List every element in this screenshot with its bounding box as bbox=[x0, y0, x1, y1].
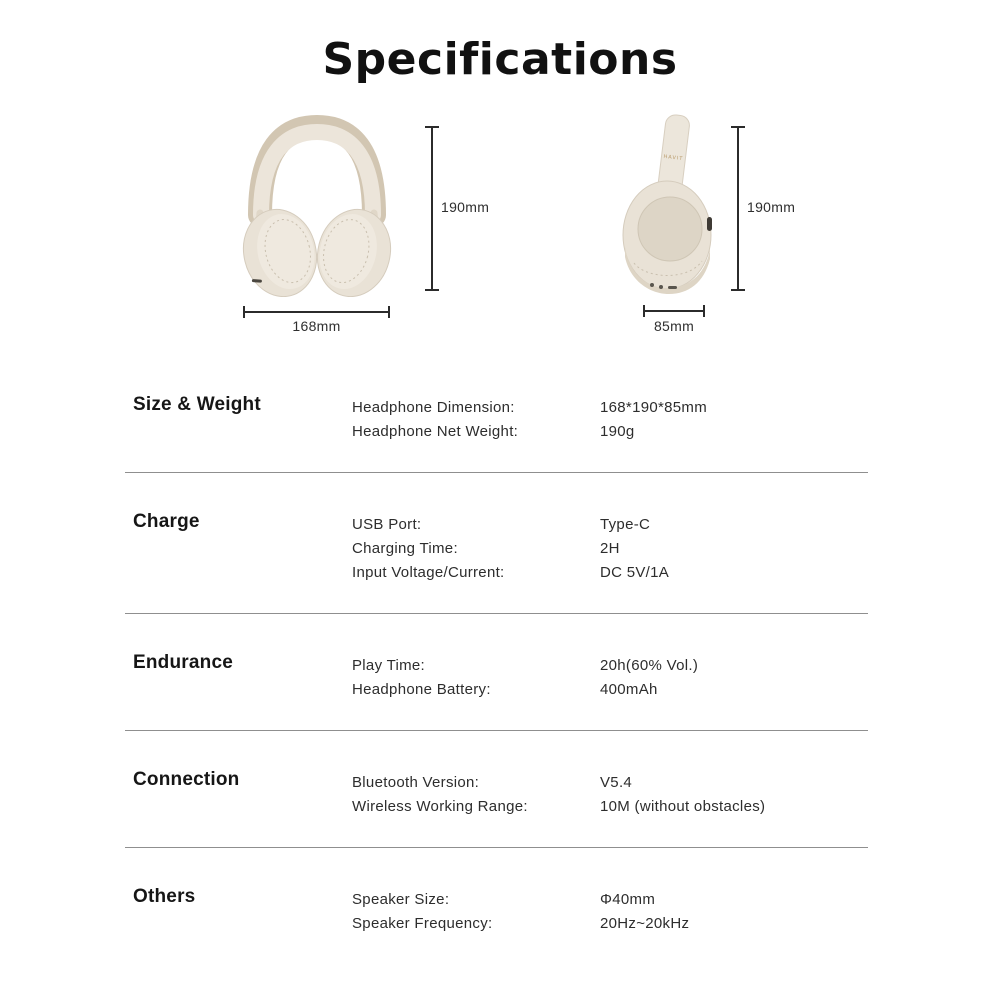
spec-section-title: Size & Weight bbox=[133, 394, 261, 415]
spec-row bbox=[125, 912, 868, 936]
front-width-dimension-line bbox=[243, 311, 390, 313]
spec-row-value: 190g bbox=[600, 423, 635, 440]
spec-row bbox=[125, 537, 868, 561]
spec-section bbox=[125, 614, 868, 731]
spec-row-value: V5.4 bbox=[600, 774, 633, 791]
headphones-front-illustration bbox=[232, 115, 402, 297]
spec-row bbox=[125, 513, 868, 537]
spec-row bbox=[125, 678, 868, 702]
spec-row-value: 10M (without obstacles) bbox=[600, 798, 766, 815]
page-title: Specifications bbox=[322, 34, 678, 85]
spec-row-label: Charging Time: bbox=[352, 540, 458, 557]
side-height-dimension-label: 190mm bbox=[747, 199, 796, 215]
headphones-front-view-image bbox=[232, 115, 402, 297]
spec-row-label: Play Time: bbox=[352, 657, 426, 674]
spec-row bbox=[125, 396, 868, 420]
spec-row-value: 400mAh bbox=[600, 681, 658, 698]
spec-row-label: Headphone Dimension: bbox=[352, 399, 515, 416]
spec-row-value: 2H bbox=[600, 540, 620, 557]
spec-row-value: 20h(60% Vol.) bbox=[600, 657, 699, 674]
spec-row-label: Bluetooth Version: bbox=[352, 774, 480, 791]
headphones-side-illustration bbox=[612, 113, 737, 297]
spec-section-title: Others bbox=[133, 886, 196, 907]
spec-row-label: Headphone Net Weight: bbox=[352, 423, 519, 440]
spec-section bbox=[125, 473, 868, 614]
spec-section bbox=[125, 848, 868, 964]
spec-table bbox=[125, 386, 868, 964]
spec-row-label: Speaker Size: bbox=[352, 891, 450, 908]
spec-row-label: Speaker Frequency: bbox=[352, 915, 493, 932]
spec-row-value: Type-C bbox=[600, 516, 651, 533]
spec-section-title: Connection bbox=[133, 769, 240, 790]
front-width-dimension-label: 168mm bbox=[292, 318, 341, 334]
spec-row-value: 20Hz~20kHz bbox=[600, 915, 690, 932]
spec-section-title: Endurance bbox=[133, 652, 233, 673]
spec-section bbox=[125, 386, 868, 473]
spec-row bbox=[125, 420, 868, 444]
spec-row bbox=[125, 771, 868, 795]
side-width-dimension-label: 85mm bbox=[653, 318, 695, 334]
headphones-side-view-image bbox=[612, 113, 737, 297]
spec-row-value: 168*190*85mm bbox=[600, 399, 708, 416]
brand-logo-text: HAVIT bbox=[663, 153, 684, 163]
spec-section-title: Charge bbox=[133, 511, 200, 532]
spec-row bbox=[125, 561, 868, 585]
spec-row-value: DC 5V/1A bbox=[600, 564, 670, 581]
spec-row-label: Input Voltage/Current: bbox=[352, 564, 505, 581]
spec-row-value: Φ40mm bbox=[600, 891, 656, 908]
spec-row bbox=[125, 795, 868, 819]
side-width-dimension-line bbox=[643, 310, 705, 312]
spec-row-label: Headphone Battery: bbox=[352, 681, 491, 698]
side-height-dimension-line bbox=[737, 126, 739, 291]
spec-row bbox=[125, 654, 868, 678]
front-height-dimension-label: 190mm bbox=[441, 199, 490, 215]
front-height-dimension-line bbox=[431, 126, 433, 291]
spec-row-label: Wireless Working Range: bbox=[352, 798, 528, 815]
spec-row-label: USB Port: bbox=[352, 516, 422, 533]
spec-row bbox=[125, 888, 868, 912]
spec-section bbox=[125, 731, 868, 848]
